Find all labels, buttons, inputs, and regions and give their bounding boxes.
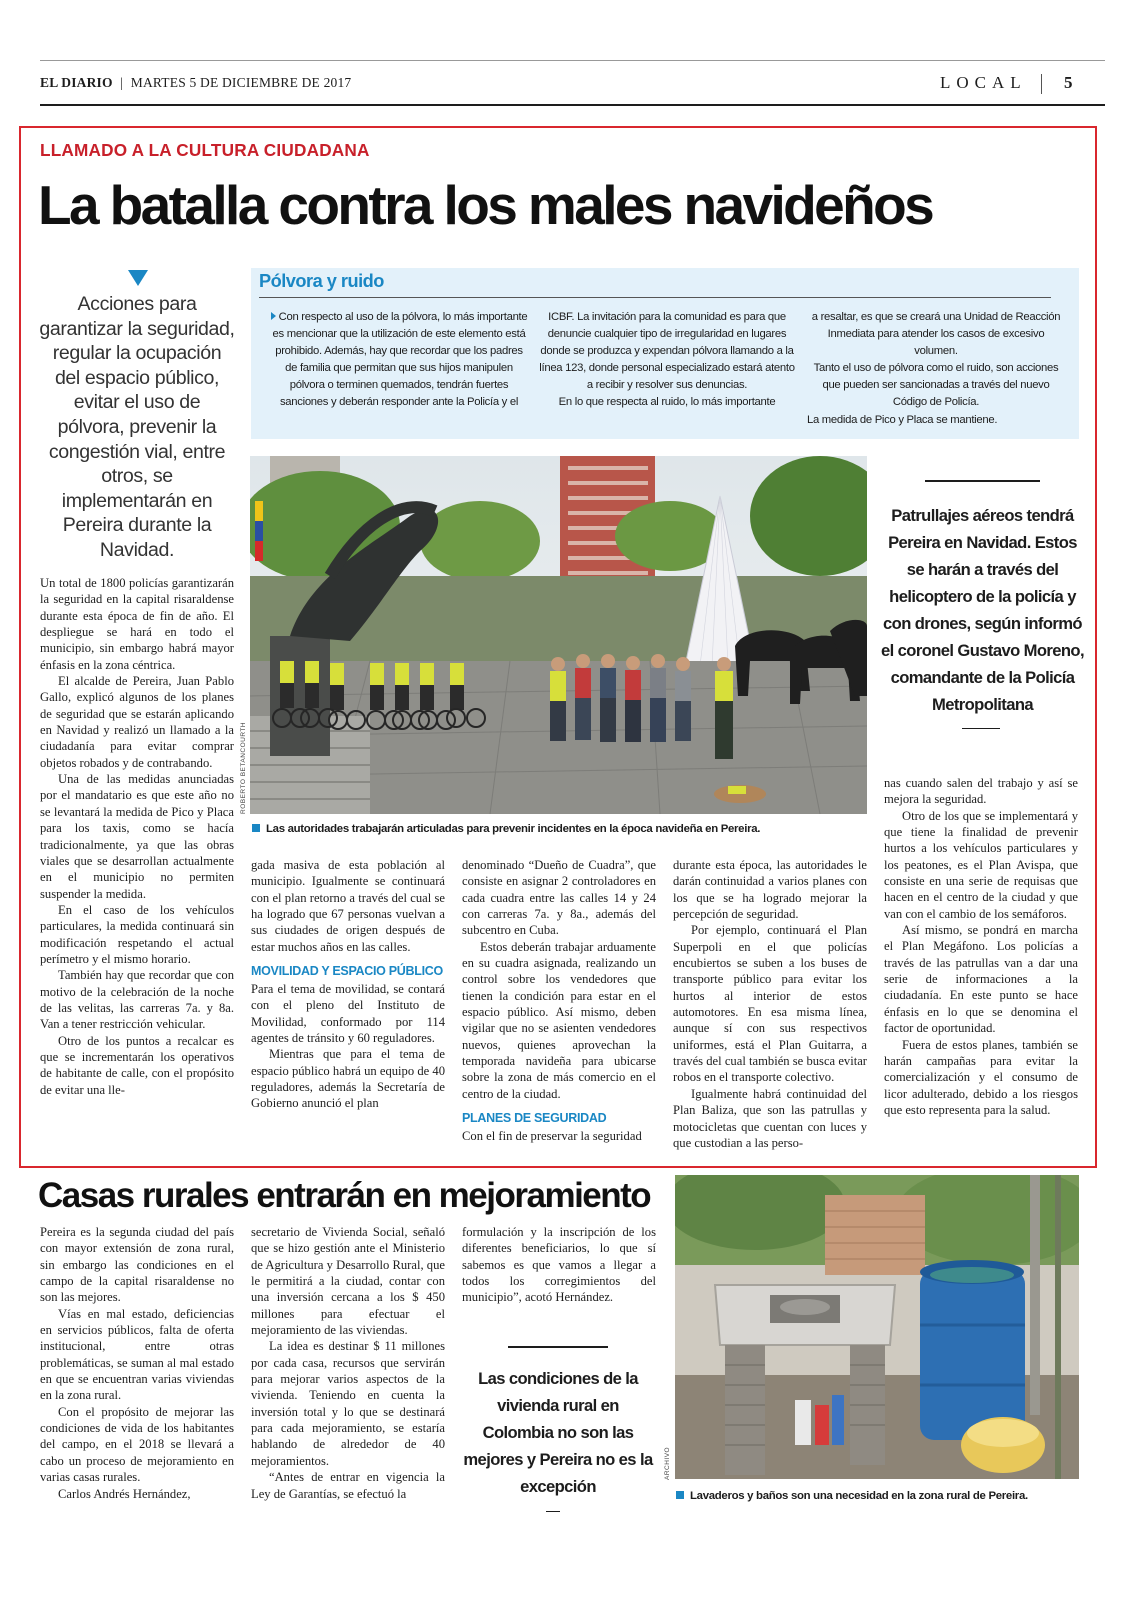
rural-photo-credit: ARCHIVO [664, 1446, 671, 1480]
pull-quote-police: Patrullajes aéreos tendrá Pereira en Navidad. Estos se harán a través del helicoptero de la policía y con drones, según informó el coronel Gustavo Moreno, comandante de la Policía Metropolitana [881, 506, 1084, 714]
header-bottom-rule [40, 104, 1105, 106]
story1-paragraph: Fuera de estos planes, también se harán campañas para evitar la comercialización y el consumo de licor adulterado, debido a los riesgos que esto representa para la salud. [884, 1037, 1078, 1117]
header-divider [1041, 74, 1042, 94]
subhead-planes: PLANES DE SEGURIDAD [462, 1111, 607, 1126]
story1-body-column-2 [251, 857, 445, 1157]
story-headline: La batalla contra los males navideños [38, 174, 933, 236]
lead-marker-icon [128, 270, 148, 286]
sidebar-text-3c: La medida de Pico y Placa se mantiene. [807, 413, 998, 426]
sidebar-box [251, 268, 1079, 439]
story2-headline: Casas rurales entrarán en mejoramiento [38, 1176, 651, 1215]
story1-paragraph: Por ejemplo, continuará el Plan Superpoli en el que policías encubiertos se suben a los buses de transporte público para evitar los hurtos al interior de estos automotores. En esa misma línea, aunque sí con sus respectivos uniformes, está el Plan Guitarra, a través del cual también se busca evitar robos en el transporte colectivo. [673, 923, 867, 1085]
header-date: MARTES 5 DE DICIEMBRE DE 2017 [130, 75, 352, 90]
story1-paragraph: Mientras que para el tema de espacio público habrá un equipo de 40 reguladores, además la Secretaría de Gobierno anunció el plan [251, 1047, 445, 1111]
sidebar-column-1 [269, 309, 529, 412]
story2-paragraph: La idea es destinar $ 11 millones por cada casa, recursos que servirán para mejorar varios aspectos de la vivienda. Teniendo en cuenta la inversión total y lo que se destinará para cada mejoramiento, se estaría hablando de alrededor de 40 mejoramientos. [251, 1339, 445, 1468]
story1-body-column-3 [462, 857, 656, 1157]
page-header [40, 60, 1105, 106]
main-photo-caption-text: Las autoridades trabajarán articuladas para prevenir incidentes en la época navideña en Pereira. [266, 823, 761, 835]
main-photo-credit: ROBERTO BETANCOURTH [240, 721, 247, 814]
story2-paragraph: Con el propósito de mejorar las condiciones de vida de los habitantes del campo, en el 2018 se llevará a cabo un proceso de mejoramiento en varias casas rurales. [40, 1404, 234, 1485]
story1-paragraph: nas cuando salen del trabajo y así se mejora la seguridad. [884, 776, 1078, 807]
pull-quote-bottom-rule [962, 728, 1000, 729]
pull-quote-top-rule [925, 480, 1040, 482]
story1-paragraph: Estos deberán trabajar arduamente en su cuadra asignada, realizando un control sobre los vendedores que tienen la condición para estar en el espacio público. Así mismo, deben vigilar que no se asienten vendedores nuevos, quienes aprovechan la temporada navideña para ubicarse sobre la zona de más comercio en el centro de la ciudad. [462, 939, 656, 1101]
story1-paragraph: Así mismo, se pondrá en marcha el Plan Megáfono. Los policías a través de las patrullas van a dar una serie de informaciones a la ciudadanía. En este punto se hace énfasis en lo que se denomina el factor de oportunidad. [884, 923, 1078, 1036]
section-name: LOCAL [940, 73, 1027, 92]
sidebar-column-2 [539, 309, 795, 412]
sidebar-text-2: ICBF. La invitación para la comunidad es para que denuncie cualquier tipo de irregularidad en lugares donde se produzca y expendan pólvora llamando a la línea 123, donde personal especializado estará atento a recibir y resolver sus denuncias. [539, 311, 795, 392]
story1-paragraph: durante esta época, las autoridades le darán continuidad a varios planes con los que se ha logrado mejorar la percepción de seguridad. [673, 858, 867, 922]
story1-paragraph: También hay que recordar que con motivo de la celebración de la noche de las velitas, las carreras 7a. y 8a. Van a tener restricción vehicular. [40, 968, 234, 1032]
story-kicker: LLAMADO A LA CULTURA CIUDADANA [40, 140, 370, 160]
story2-body-column-3 [462, 1224, 656, 1314]
story1-paragraph: Igualmente habrá continuidad del Plan Baliza, que son las patrullas y motocicletas que cuentan con luces y que custodian a las perso- [673, 1086, 867, 1150]
story2-paragraph: formulación y la inscripción de los diferentes beneficiarios, lo que sí sabemos es que vamos a llegar a todos los corregimientos del municipio”, acotó Hernández. [462, 1225, 656, 1305]
story1-paragraph: En el caso de los vehículos particulares, la medida continuará sin modificación respetando el actual perímetro y el mismo horario. [40, 902, 234, 966]
story2-body-column-1 [40, 1224, 234, 1512]
caption-square-icon [676, 1491, 684, 1499]
rural-photo-caption [676, 1490, 1028, 1502]
sidebar-title: Pólvora y ruido [259, 271, 384, 291]
story-lead: Acciones para garantizar la seguridad, regular la ocupación del espacio público, evitar el uso de pólvora, prevenir la congestión vial, entre otros, se implementarán en Pereira durante la Navidad. [39, 293, 235, 561]
sidebar-text-1: Con respecto al uso de la pólvora, lo más importante es mencionar que la utilización de este elemento está prohibido. Además, hay que recordar que los padres de familia que permitan que sus hijos manipulen pólvora o terminen quemados, tendrán fuertes sanciones y deberán responder ante la Policía y el [272, 311, 528, 409]
story1-paragraph: denominado “Dueño de Cuadra”, que consiste en asignar 2 controladores en cada cuadra entre las calles 14 y 24 con carreras 7a. y 8a., además del subcentro en Cuba. [462, 858, 656, 938]
rural-photo-caption-text: Lavaderos y baños son una necesidad en la zona rural de Pereira. [690, 1490, 1028, 1502]
sidebar-column-3 [807, 309, 1065, 429]
rural-photo [675, 1175, 1079, 1479]
sidebar-text-2b: En lo que respecta al ruido, lo más importante [558, 396, 776, 409]
pull-quote-rural: Las condiciones de la vivienda rural en Colombia no son las mejores y Pereira no es la excepción [463, 1369, 653, 1496]
header-top-rule [40, 60, 1105, 61]
subhead-movilidad: MOVILIDAD Y ESPACIO PÚBLICO [251, 964, 443, 979]
sidebar-text-3: a resaltar, es que se creará una Unidad de Reacción Inmediata para atender los casos de excesivo volumen. [811, 311, 1061, 358]
story2-paragraph: Pereira es la segunda ciudad del país con mayor extensión de zona rural, sin embargo las condiciones en el campo de la capital risaraldense no son las mejores. [40, 1225, 234, 1305]
main-photo-caption [252, 823, 760, 835]
sidebar-title-rule [259, 297, 1051, 298]
story2-paragraph: secretario de Vivienda Social, señaló que se hizo gestión ante el Ministerio de Agricultura y Desarrollo Rural, que le permitirá a la ciudad, contar con una inversión cercana a los $ 450 millones para efectuar el mejoramiento de las viviendas. [251, 1225, 445, 1338]
story1-paragraph: El alcalde de Pereira, Juan Pablo Gallo, explicó algunos de los planes de seguridad que se estarán aplicando en Navidad y realizó un llamado a la ciudadanía para evitar comprar objetos robados y de contrabando. [40, 674, 234, 770]
main-photo-illustration [250, 456, 867, 814]
story1-paragraph: gada masiva de esta población al municipio. Igualmente se continuará con el plan retorno a través del cual se ha logrado que 67 personas vuelvan a sus ciudades de origen después de estar muchos años en las calles. [251, 858, 445, 954]
story2-body-column-2 [251, 1224, 445, 1512]
caption-square-icon [252, 824, 260, 832]
header-left [40, 75, 351, 91]
story1-body-column-5 [884, 775, 1078, 1157]
sidebar-bullet-icon [271, 312, 276, 320]
rural-photo-illustration [675, 1175, 1079, 1479]
story1-paragraph: Para el tema de movilidad, se contará con el pleno del Instituto de Movilidad, conformado por 114 agentes de tránsito y 60 reguladores. [251, 982, 445, 1046]
story1-paragraph: Un total de 1800 policías garantizarán la seguridad en la capital risaraldense durante esta época de fin de año. El despliegue se hará en todo el municipio, sin embargo habrá mayor énfasis en la zona céntrica. [40, 576, 234, 672]
story1-paragraph: Otro de los que se implementará y que tiene la finalidad de prevenir hurtos a los vehículos particulares y los peatones, es el Plan Avispa, que consiste en una serie de requisas que hacen en el centro de la ciudad y que van con el cambio de los semáforos. [884, 808, 1078, 921]
pull-quote-2-bottom-rule [546, 1511, 560, 1512]
story2-paragraph: Vías en mal estado, deficiencias en servicios públicos, falta de oferta institucional, entre otras problemáticas, se suman al mal estado en que se encuentran varias viviendas en la zona rural. [40, 1306, 234, 1403]
story2-paragraph: Carlos Andrés Hernández, [58, 1486, 191, 1501]
story1-paragraph: Una de las medidas anunciadas por el mandatario es que este año no se levantará la medida de Pico y Placa para los taxis, como se hacía tradicionalmente, ya que las obras viales que se desarrollan actualmente en el municipio no permiten suspender la medida. [40, 772, 234, 901]
header-separator: | [120, 75, 124, 90]
story1-paragraph: Otro de los puntos a recalcar es que se incrementarán los operativos de habitante de calle, con el propósito de evitar una lle- [40, 1033, 234, 1097]
sidebar-text-3b: Tanto el uso de pólvora como el ruido, son acciones que pueden ser sancionadas a través del nuevo Código de Policía. [813, 362, 1059, 409]
main-photo [250, 456, 867, 814]
page-number: 5 [1064, 73, 1073, 92]
story1-body-column-4 [673, 857, 867, 1157]
newspaper-name: EL DIARIO [40, 75, 113, 90]
story1-body-column-1 [40, 575, 234, 1157]
story2-paragraph: “Antes de entrar en vigencia la Ley de Garantías, se efectuó la [251, 1470, 445, 1501]
pull-quote-2-top-rule [508, 1346, 608, 1348]
story1-paragraph: Con el fin de preservar la seguridad [462, 1129, 642, 1144]
